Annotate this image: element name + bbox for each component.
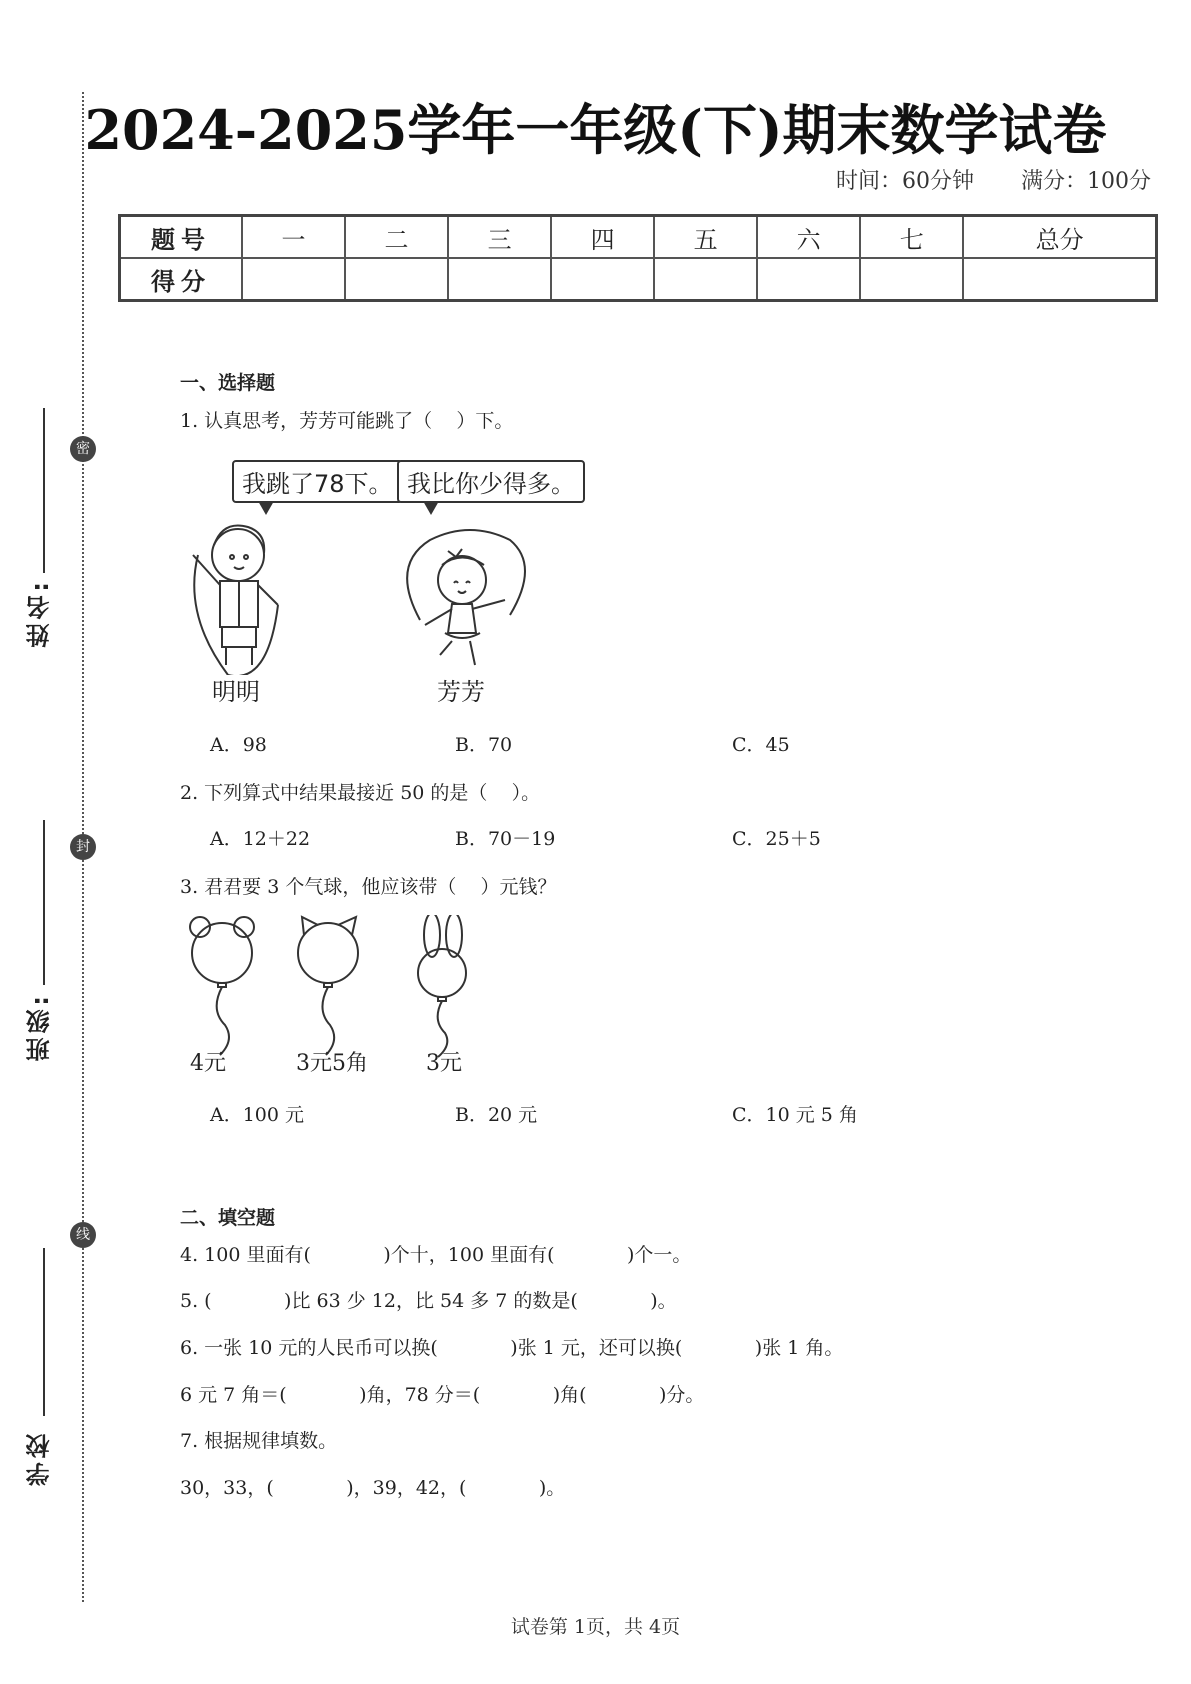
score-cell: 得分 — [120, 258, 243, 301]
q3-option-c[interactable]: C．10 元 5 角 — [732, 1104, 858, 1126]
question-2: 2. 下列算式中结果最接近 50 的是（ ）。 — [180, 782, 541, 804]
score-input-cell[interactable] — [242, 258, 345, 301]
score-cell: 七 — [860, 216, 963, 259]
question-3: 3. 君君要 3 个气球，他应该带（ ）元钱？ — [180, 876, 557, 898]
question-4[interactable]: 4. 100 里面有( )个十，100 里面有( )个一。 — [180, 1244, 692, 1266]
full-score: 满分：100分 — [1021, 169, 1151, 194]
school-field-label: 学校 — [26, 1430, 54, 1486]
q3-option-a[interactable]: A．100 元 — [210, 1104, 305, 1126]
seal-feng-icon: 封 — [70, 834, 96, 860]
score-cell: 总分 — [963, 216, 1156, 259]
q2-option-b[interactable]: B．70－19 — [455, 828, 556, 850]
question-5[interactable]: 5. ( )比 63 少 12，比 54 多 7 的数是( )。 — [180, 1290, 677, 1312]
score-input-cell[interactable] — [345, 258, 448, 301]
page-footer: 试卷第 1页，共 4页 — [510, 1616, 681, 1638]
page-title: 2024-2025学年一年级(下)期末数学试卷 — [84, 98, 1107, 162]
speech-bubble-fangfang: 我比你少得多。 — [397, 460, 585, 503]
score-input-cell[interactable] — [654, 258, 757, 301]
q1-option-a[interactable]: A．98 — [210, 734, 267, 756]
score-cell: 四 — [551, 216, 654, 259]
score-cell: 三 — [448, 216, 551, 259]
name-field-label: 姓名: — [26, 578, 54, 648]
score-table-header-row — [120, 216, 1157, 259]
score-cell: 六 — [757, 216, 860, 259]
label-fangfang: 芳芳 — [437, 678, 485, 706]
price-rabbit-balloon: 3元 — [426, 1051, 462, 1076]
section-title-fill-blank: 二、填空题 — [180, 1207, 276, 1229]
q3-option-b[interactable]: B．20 元 — [455, 1104, 538, 1126]
class-field-line[interactable] — [43, 820, 45, 985]
question-1: 1. 认真思考，芳芳可能跳了（ ）下。 — [180, 410, 514, 432]
question-6-part-2[interactable]: 6 元 7 角＝( )角，78 分＝( )角( )分。 — [180, 1384, 705, 1406]
score-input-cell[interactable] — [757, 258, 860, 301]
score-table — [118, 214, 1158, 302]
score-cell: 一 — [242, 216, 345, 259]
boy-jumping-rope-illustration — [178, 515, 308, 675]
score-input-cell[interactable] — [860, 258, 963, 301]
question-7-sequence[interactable]: 30，33，( )，39，42，( )。 — [180, 1477, 566, 1499]
score-cell: 题号 — [120, 216, 243, 259]
q1-option-c[interactable]: C．45 — [732, 734, 790, 756]
name-field-line[interactable] — [43, 408, 45, 573]
time-limit: 时间：60分钟 — [836, 169, 974, 194]
score-input-cell[interactable] — [963, 258, 1156, 301]
question-7: 7. 根据规律填数。 — [180, 1430, 338, 1452]
class-field-label: 班级: — [26, 992, 54, 1062]
exam-meta — [796, 164, 1151, 195]
price-cat-balloon: 3元5角 — [296, 1051, 368, 1076]
balloons-illustration — [180, 915, 500, 1060]
question-6[interactable]: 6. 一张 10 元的人民币可以换( )张 1 元，还可以换( )张 1 角。 — [180, 1337, 844, 1359]
price-bear-balloon: 4元 — [190, 1051, 226, 1076]
seal-mi-icon: 密 — [70, 436, 96, 462]
score-cell: 五 — [654, 216, 757, 259]
score-input-cell[interactable] — [448, 258, 551, 301]
girl-jumping-rope-illustration — [390, 525, 560, 675]
q2-option-a[interactable]: A．12＋22 — [210, 828, 311, 850]
speech-bubble-mingming: 我跳了78下。 — [232, 460, 403, 503]
score-input-cell[interactable] — [551, 258, 654, 301]
section-title-choice: 一、选择题 — [180, 372, 276, 394]
seal-xian-icon: 线 — [70, 1222, 96, 1248]
label-mingming: 明明 — [212, 678, 260, 706]
q1-option-b[interactable]: B．70 — [455, 734, 513, 756]
score-cell: 二 — [345, 216, 448, 259]
score-table-score-row — [120, 258, 1157, 301]
school-field-line[interactable] — [43, 1248, 45, 1416]
q2-option-c[interactable]: C．25＋5 — [732, 828, 821, 850]
